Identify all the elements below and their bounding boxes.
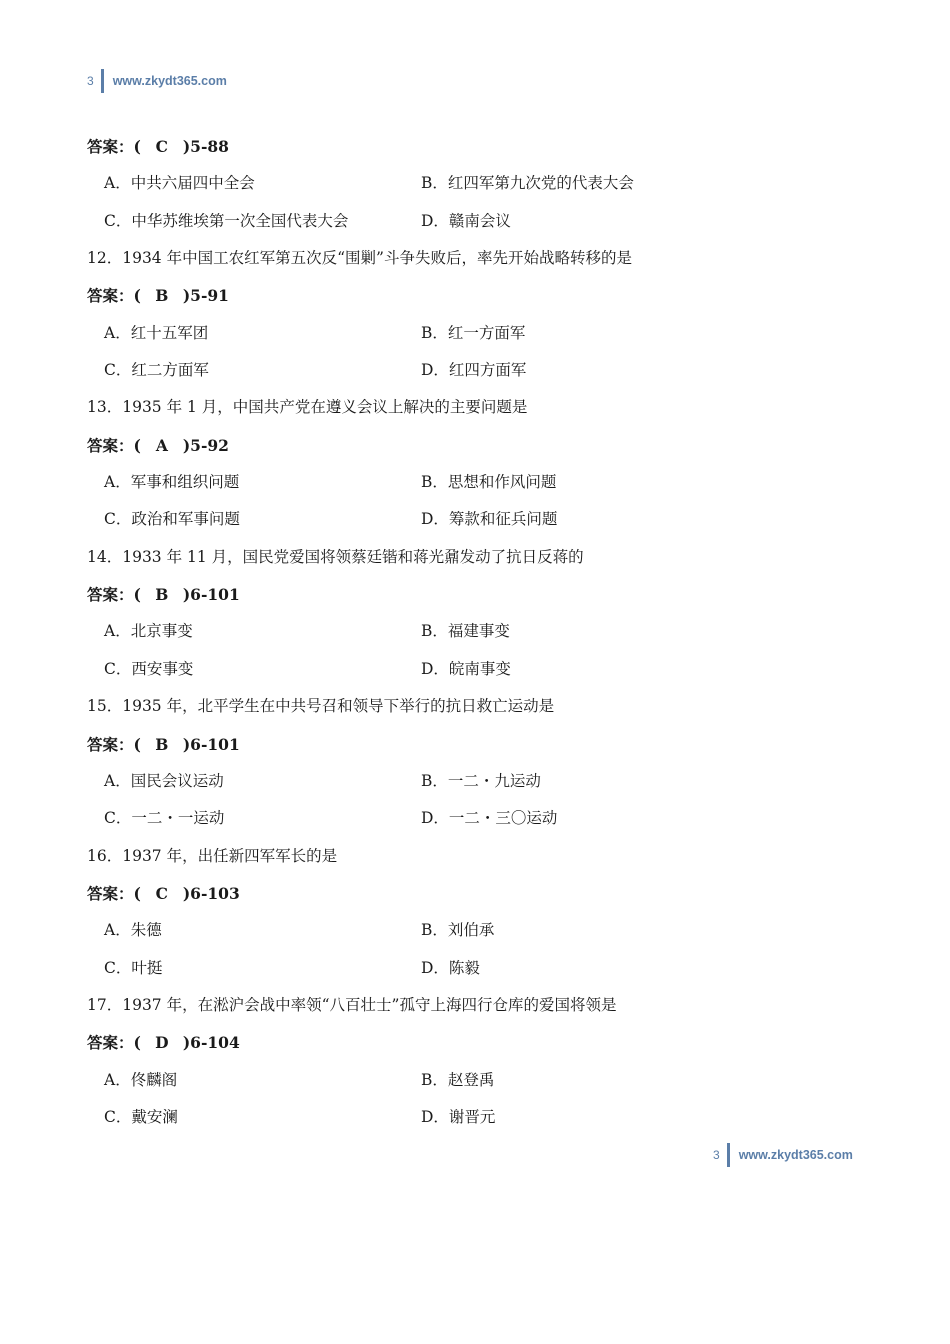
option-left: C．叶挺	[104, 958, 163, 977]
options-row	[87, 1062, 867, 1099]
option-left: C．红二方面军	[104, 361, 209, 380]
options-row	[87, 1099, 867, 1136]
options-row	[87, 165, 867, 202]
question-text: 16．1937 年，出任新四军军长的是	[87, 846, 338, 865]
answer-prefix: 答案：(	[87, 286, 141, 306]
page-footer	[713, 1142, 853, 1168]
options-row	[87, 651, 867, 688]
option-left: A．国民会议运动	[104, 771, 224, 790]
page-header	[87, 68, 227, 94]
option-right: D．谢晋元	[421, 1107, 496, 1126]
answer-prefix: 答案：(	[87, 137, 141, 156]
answer-line	[87, 277, 867, 314]
option-left: C．一二・一运动	[104, 809, 225, 828]
answer-reference: )6-101	[182, 585, 240, 605]
option-right: D．皖南事变	[421, 659, 511, 678]
question-text: 12．1934 年中国工农红军第五次反“围剿”斗争失败后，率先开始战略转移的是	[87, 249, 632, 268]
footer-divider	[727, 1143, 730, 1167]
answer-letter: D	[155, 1033, 169, 1053]
option-right: B．思想和作风问题	[421, 473, 557, 492]
answer-prefix: 答案：(	[87, 734, 141, 754]
options-row	[87, 501, 867, 538]
option-left: A．佟麟阁	[104, 1070, 178, 1089]
options-row	[87, 315, 867, 352]
options-row	[87, 800, 867, 837]
question-text: 15．1935 年，北平学生在中共号召和领导下举行的抗日救亡运动是	[87, 697, 555, 716]
options-row	[87, 763, 867, 800]
question-text: 13．1935 年 1 月，中国共产党在遵义会议上解决的主要问题是	[87, 398, 528, 417]
answer-prefix: 答案：(	[87, 883, 141, 903]
option-left: A．红十五军团	[104, 323, 209, 342]
option-right: B．红四军第九次党的代表大会	[421, 174, 634, 193]
site-url[interactable]: www.zkydt365.com	[112, 74, 227, 88]
answer-line	[87, 726, 867, 763]
answer-letter: B	[155, 585, 169, 605]
option-left: A．朱德	[104, 921, 162, 940]
option-right: D．红四方面军	[421, 361, 527, 380]
answer-reference: )6-104	[182, 1033, 240, 1053]
option-right: D．一二・三〇运动	[421, 809, 558, 828]
option-left: C．政治和军事问题	[104, 510, 240, 529]
options-row	[87, 912, 867, 949]
site-url[interactable]: www.zkydt365.com	[738, 1148, 853, 1162]
question-list	[87, 128, 867, 1136]
answer-prefix: 答案：(	[87, 1033, 141, 1053]
page-number: 3	[713, 1148, 720, 1162]
answer-prefix: 答案：(	[87, 585, 141, 605]
answer-letter: B	[155, 286, 169, 306]
page-number: 3	[87, 74, 94, 88]
options-row	[87, 464, 867, 501]
option-right: B．一二・九运动	[421, 771, 541, 790]
option-right: B．赵登禹	[421, 1070, 495, 1089]
answer-reference: )5-91	[182, 286, 229, 306]
answer-reference: )5-88	[182, 137, 229, 156]
option-left: A．军事和组织问题	[104, 473, 240, 492]
answer-reference: )5-92	[182, 435, 229, 455]
answer-reference: )6-101	[182, 734, 240, 754]
answer-line	[87, 1024, 867, 1061]
option-right: D．筹款和征兵问题	[421, 510, 558, 529]
option-left: C．西安事变	[104, 659, 194, 678]
answer-letter: C	[155, 883, 169, 903]
option-left: A．北京事变	[104, 622, 193, 641]
answer-letter: A	[155, 435, 168, 455]
options-row	[87, 613, 867, 650]
option-right: D．陈毅	[421, 958, 480, 977]
option-right: D．赣南会议	[421, 211, 511, 230]
answer-reference: )6-103	[182, 883, 240, 903]
question-text: 14．1933 年 11 月，国民党爱国将领蔡廷锴和蒋光鼐发动了抗日反蒋的	[87, 547, 584, 566]
options-row	[87, 203, 867, 240]
header-divider	[101, 69, 104, 93]
options-row	[87, 352, 867, 389]
option-right: B．刘伯承	[421, 921, 495, 940]
options-row	[87, 950, 867, 987]
question-text: 17．1937 年，在淞沪会战中率领“八百壮士”孤守上海四行仓库的爱国将领是	[87, 995, 617, 1014]
answer-line	[87, 576, 867, 613]
answer-line	[87, 427, 867, 464]
answer-prefix: 答案：(	[87, 435, 141, 455]
answer-line	[87, 128, 867, 165]
answer-line	[87, 875, 867, 912]
answer-letter: B	[155, 734, 169, 754]
answer-letter: C	[155, 137, 169, 156]
option-left: C．戴安澜	[104, 1107, 178, 1126]
option-right: B．红一方面军	[421, 323, 526, 342]
option-left: A．中共六届四中全会	[104, 174, 255, 193]
option-right: B．福建事变	[421, 622, 510, 641]
option-left: C．中华苏维埃第一次全国代表大会	[104, 211, 349, 230]
